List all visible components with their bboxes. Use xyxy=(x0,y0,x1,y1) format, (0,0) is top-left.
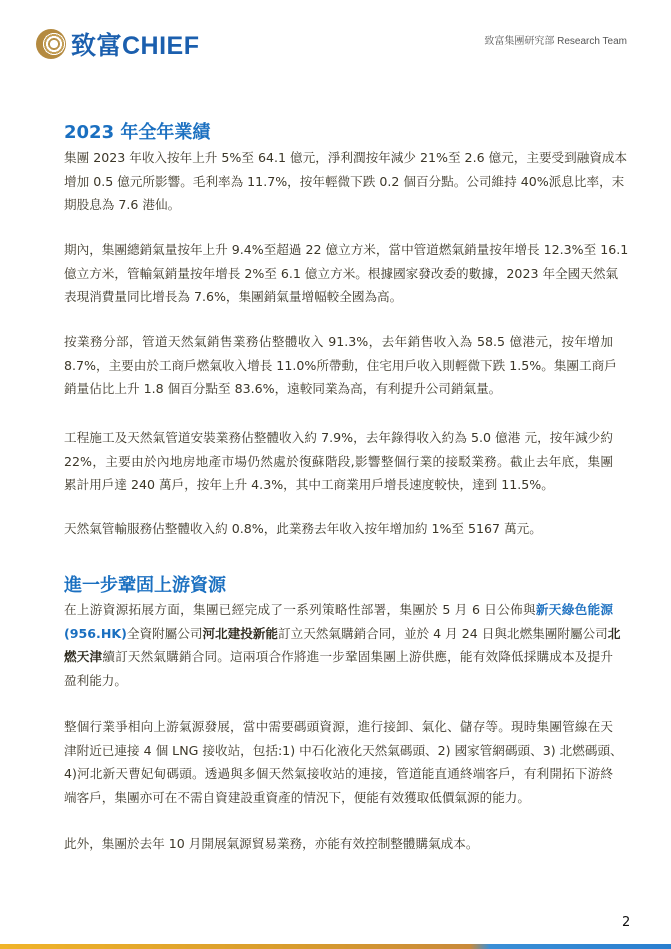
text-run: 續訂天然氣購銷合同。這兩項合作將進一步鞏固集團上游供應，能有效降低採購成本及提升 xyxy=(102,649,614,665)
paragraph-line: 整個行業爭相向上游氣源發展，當中需要碼頭資源，進行接卸、氣化、儲存等。現時集團管線在天 xyxy=(64,719,613,734)
paragraph xyxy=(64,832,613,856)
company-logo xyxy=(36,26,200,62)
company-name-beiran-tianjin: 北 xyxy=(607,625,621,641)
paragraph xyxy=(64,517,613,541)
text-run: 訂立天然氣購銷合同，並於 4 月 24 日與北燃集團附屬公司 xyxy=(278,625,608,641)
paragraph-line: 期內，集團總銷氣量按年上升 9.4%至超過 22 億立方米，當中管道燃氣銷量按年增長 12.3%至 16.1 xyxy=(64,242,629,257)
paragraph-line xyxy=(64,645,613,669)
paragraph-line: 此外，集團於去年 10 月開展氣源貿易業務，亦能有效控制整體購氣成本。 xyxy=(64,836,479,851)
stock-code: (956.HK) xyxy=(64,625,127,641)
paragraph-line: 8.7%，主要由於工商戶燃氣收入增長 11.0%所帶動，住宅用戶收入則輕微下跌 1.5%。集團工商戶 xyxy=(64,357,617,373)
paragraph-line: 表現消費量同比增長為 7.6%，集團銷氣量增幅較全國為高。 xyxy=(64,289,403,305)
paragraph-line: 22%，主要由於內地房地產市場仍然處於復蘇階段,影響整個行業的接駁業務。截止去年底，集團 xyxy=(64,453,613,469)
paragraph-line: 累計用戶達 240 萬戶，按年上升 4.3%，其中工商業用戶增長速度較快，達到 11.5%。 xyxy=(64,477,554,493)
paragraph-line: 銷量佔比上升 1.8 個百分點至 83.6%，遠較同業為高，有利提升公司銷氣量。 xyxy=(64,381,502,397)
paragraph-line: 工程施工及天然氣管道安裝業務佔整體收入約 7.9%，去年錄得收入約為 5.0 億港 元，按年減少約 xyxy=(64,430,613,445)
paragraph-line xyxy=(64,598,613,622)
page-number: 2 xyxy=(622,915,631,930)
paragraph xyxy=(64,238,629,309)
paragraph-line: 集團 2023 年收入按年上升 5%至 64.1 億元，淨利潤按年減少 21%至 2.6 億元，主要受到融資成本 xyxy=(64,150,628,165)
company-name-hebei-jiantou: 河北建投新能 xyxy=(202,625,279,641)
company-name-xintian-green-energy: 新天綠色能源 xyxy=(535,602,614,617)
text-run: 在上游資源拓展方面，集團已經完成了一系列策略性部署，集團於 5 月 6 日公佈與 xyxy=(64,602,536,617)
paragraph-line: 4)河北新天曹妃甸碼頭。透過與多個天然氣接收站的連接，管道能直通終端客戶，有利開拓下游終 xyxy=(64,766,613,782)
logo-emblem-icon xyxy=(36,29,66,59)
text-run: 全資附屬公司 xyxy=(126,625,203,641)
section-title-2023-results: 2023 年全年業績 xyxy=(64,122,211,143)
paragraph-line: 天然氣管輸服務佔整體收入約 0.8%，此業務去年收入按年增加約 1%至 5167 萬元。 xyxy=(64,521,542,536)
header-team-label: 致富集團研究部 Research Team xyxy=(484,36,627,47)
paragraph-line: 億立方米，管輸氣銷量按年增長 2%至 6.1 億立方米。根據國家發改委的數據，2023 年全國天然氣 xyxy=(64,265,619,281)
paragraph xyxy=(64,330,617,401)
paragraph xyxy=(64,715,623,809)
paragraph-line: 增加 0.5 億元所影響。毛利率為 11.7%，按年輕微下跌 0.2 個百分點。公司維持 40%派息比率，末 xyxy=(64,173,625,189)
paragraph xyxy=(64,426,613,497)
paragraph-line: 津附近已連接 4 個 LNG 接收站，包括:1) 中石化液化天然氣碼頭、2) 國家管網碼頭、3) 北燃碼頭、 xyxy=(64,742,623,758)
paragraph-line: 端客戶，集團亦可在不需自資建設重資產的情況下，便能有效獲取低價氣源的能力。 xyxy=(64,789,530,805)
footer-color-bar xyxy=(0,944,671,949)
paragraph xyxy=(64,146,628,217)
paragraph-line xyxy=(64,622,621,646)
paragraph-line: 按業務分部，管道天然氣銷售業務佔整體收入 91.3%，去年銷售收入為 58.5 億港元，按年增加 xyxy=(64,334,613,349)
logo-text: 致富CHIEF xyxy=(71,32,200,60)
paragraph-line: 期股息為 7.6 港仙。 xyxy=(64,197,181,213)
section-title-upstream-resources: 進一步鞏固上游資源 xyxy=(64,575,226,596)
paragraph-line: 盈利能力。 xyxy=(64,672,127,688)
paragraph xyxy=(64,598,621,692)
company-name-beiran-tianjin: 燃天津 xyxy=(64,649,103,665)
